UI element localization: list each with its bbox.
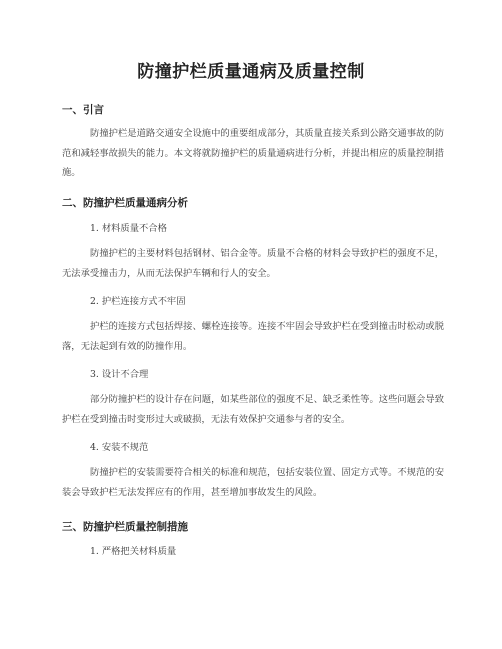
- defect-item-2-label: 2. 护栏连接方式不牢固: [90, 296, 186, 307]
- defect-item-1-paragraph: 防撞护栏的主要材料包括钢材、铝合金等。质量不合格的材料会导致护栏的强度不足，无法承受撞击力，从而无法保护车辆和行人的安全。: [62, 248, 444, 279]
- defect-item-4-label: 4. 安装不规范: [90, 442, 149, 453]
- introduction-paragraph: 防撞护栏是道路交通安全设施中的重要组成部分，其质量直接关系到公路交通事故的防范和减轻事故损失的能力。本文将就防撞护栏的质量通病进行分析，并提出相应的质量控制措施。: [62, 128, 444, 178]
- section-heading-introduction: 一、引言: [62, 104, 104, 116]
- defect-item-3-paragraph: 部分防撞护栏的设计存在问题，如某些部位的强度不足、缺乏柔性等。这些问题会导致护栏在受到撞击时变形过大或破损，无法有效保护交通参与者的安全。: [62, 394, 444, 425]
- document-title: 防撞护栏质量通病及质量控制: [137, 62, 365, 82]
- section-heading-defect-analysis: 二、防撞护栏质量通病分析: [62, 197, 188, 209]
- section-heading-quality-control: 三、防撞护栏质量控制措施: [62, 521, 188, 533]
- defect-item-1-label: 1. 材料质量不合格: [90, 223, 167, 234]
- control-item-1-label: 1. 严格把关材料质量: [90, 546, 177, 557]
- defect-item-2-paragraph: 护栏的连接方式包括焊接、螺栓连接等。连接不牢固会导致护栏在受到撞击时松动或脱落，无法起到有效的防撞作用。: [62, 321, 444, 352]
- defect-item-4-paragraph: 防撞护栏的安装需要符合相关的标准和规范，包括安装位置、固定方式等。不规范的安装会导致护栏无法发挥应有的作用，甚至增加事故发生的风险。: [62, 467, 444, 498]
- defect-item-3-label: 3. 设计不合理: [90, 369, 149, 380]
